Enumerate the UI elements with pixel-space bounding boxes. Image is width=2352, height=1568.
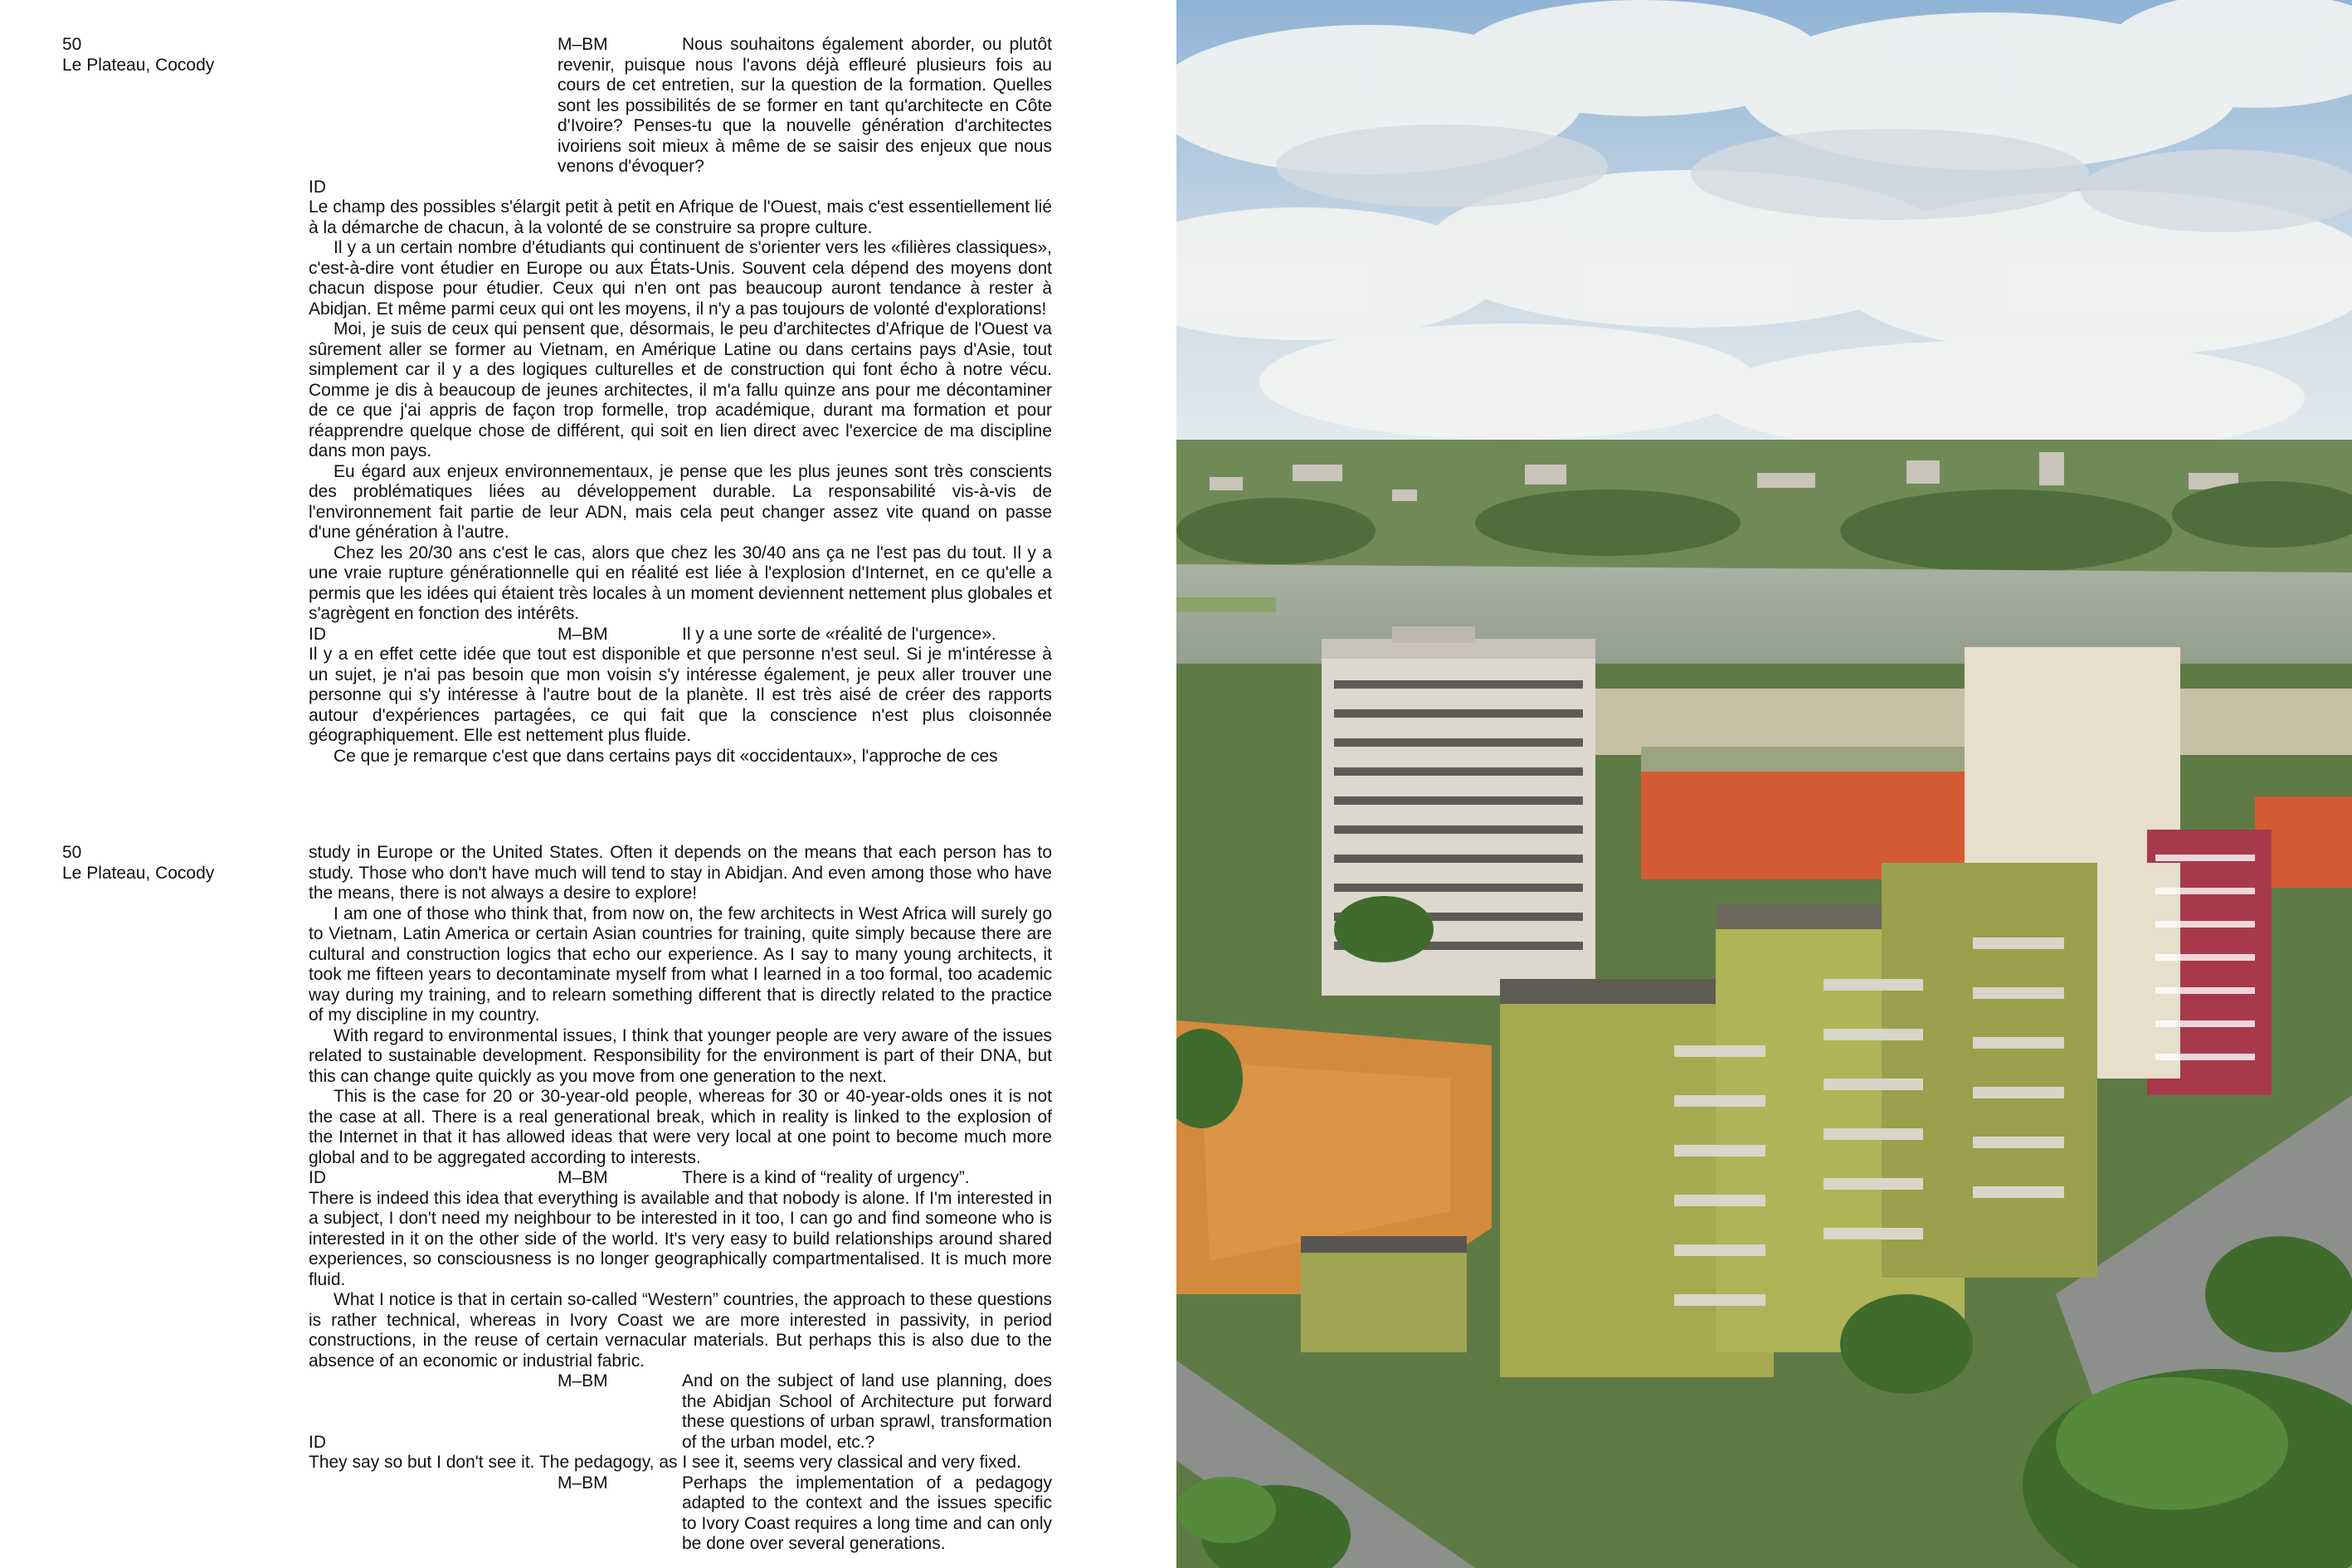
paragraph: study in Europe or the United States. Often it depends on the means that each person has to study. Those who don't have much will tend to stay in Abidjan. And even among those who have the means, there is not always a desire to explore! bbox=[309, 843, 1052, 903]
aerial-city-photo bbox=[1176, 0, 2352, 1568]
question-text: There is a kind of “reality of urgency”. bbox=[682, 1168, 970, 1187]
paragraph: There is indeed this idea that everything is available and that nobody is alone. If I'm interested in a subject, I don't need my neighbour to be interested in it too, I can go and find someone who is interested in it on the other side of the world. It's very easy to build relationships around shared experiences, so consciousness is no longer geographically compartmentalised. It is much more fluid. bbox=[309, 1188, 1052, 1289]
paragraph: With regard to environmental issues, I think that younger people are very aware of the issues related to sustainable development. Responsibility for the environment is part of their DNA, but this can change quite quickly as you move from one generation to the next. bbox=[309, 1025, 1052, 1086]
paragraph: Moi, je suis de ceux qui pensent que, désormais, le peu d'architectes d'Afrique de l'Ouest va sûrement aller se former au Vietnam, en Amérique Latine ou dans certains pays d'Asie, tout simplement car il y a des logiques culturelles et de construction qui font écho à notre vécu. Comme je dis à beaucoup de jeunes architectes, il m'a fallu quinze ans pour me décontaminer de ce que j'ai appris de façon trop formelle, trop académique, durant ma formation et pour réapprendre quelque chose de différent, qui soit en lien direct avec l'exercice de ma discipline dans mon pays. bbox=[309, 319, 1052, 460]
speaker-label: M–BM bbox=[558, 1168, 608, 1187]
paragraph: Il y a un certain nombre d'étudiants qui continuent de s'orienter vers les «filières classiques», c'est-à-dire vont étudier en Europe ou aux États-Unis. Souvent cela dépend des moyens dont chacun dispose pour étudier. Ceux qui n'en ont pas beaucoup auront tendance à rester à Abidjan. Et même parmi ceux qui ont les moyens, il n'y a pas toujours de volonté d'explorations! bbox=[309, 238, 1052, 319]
english-column bbox=[309, 843, 1052, 1555]
speaker-label: ID bbox=[309, 177, 326, 197]
question-block bbox=[309, 1371, 1052, 1453]
folio-top bbox=[62, 35, 214, 75]
speaker-label: ID bbox=[309, 1168, 326, 1187]
question-block bbox=[309, 1168, 1052, 1189]
paragraph: Le champ des possibles s'élargit petit à petit en Afrique de l'Ouest, mais c'est essentiellement lié à la démarche de chacun, à la volonté de se construire sa propre culture. bbox=[309, 197, 1052, 237]
question-text: Il y a une sorte de «réalité de l'urgence». bbox=[682, 624, 996, 644]
question-block bbox=[309, 1473, 1052, 1555]
speaker-label: M–BM bbox=[558, 35, 608, 54]
paragraph: Ce que je remarque c'est que dans certains pays dit «occidentaux», l'approche de ces bbox=[334, 746, 998, 766]
page-number: 50 bbox=[62, 843, 82, 862]
paragraph: What I notice is that in certain so-called “Western” countries, the approach to these questions is rather technical, whereas in Ivory Coast we are more interested in passivity, in period constructions, in the reuse of certain vernacular materials. But perhaps this is also due to the absence of an economic or industrial fabric. bbox=[309, 1290, 1052, 1371]
paragraph: I am one of those who think that, from now on, the few architects in West Africa will surely go to Vietnam, Latin America or certain Asian countries for training, quite simply because there are cultural and construction logics that echo our experience. As I say to many young architects, it took me fifteen years to decontaminate myself from what I learned in a too formal, too academic way during my training, and to relearn something different that is directly related to the practice of my discipline in my country. bbox=[309, 903, 1052, 1025]
speaker-label: M–BM bbox=[558, 624, 608, 644]
photo-illustration bbox=[1176, 0, 2352, 1568]
paragraph: Eu égard aux enjeux environnementaux, je pense que les plus jeunes sont très conscients des problématiques liées au développement durable. La responsabilité vis-à-vis de l'environnement fait partie de leur ADN, mais cela peut changer assez vite quand on passe d'une génération à l'autre. bbox=[309, 461, 1052, 542]
speaker-label: ID bbox=[309, 1432, 326, 1452]
running-head: Le Plateau, Cocody bbox=[62, 55, 215, 75]
question-block bbox=[309, 35, 1052, 178]
running-head: Le Plateau, Cocody bbox=[62, 863, 215, 883]
folio-bottom bbox=[62, 843, 214, 884]
question-text: And on the subject of land use planning, does the Abidjan School of Architecture put forward these questions of urban sprawl, transformation of the urban model, etc.? bbox=[682, 1371, 1052, 1452]
french-column bbox=[309, 35, 1052, 767]
question-text: Nous souhaitons également aborder, ou plutôt revenir, puisque nous l'avons déjà effleuré plusieurs fois au cours de cet entretien, sur la question de la formation. Quelles sont les possibilités de se former en tant qu'architecte en Côte d'Ivoire? Penses-tu que la nouvelle génération d'architectes ivoiriens soit mieux à même de se saisir des enjeux que nous venons d'évoquer? bbox=[558, 35, 1052, 176]
paragraph: Il y a en effet cette idée que tout est disponible et que personne n'est seul. Si je m'intéresse à un sujet, je n'ai pas besoin que mon voisin s'y intéresse également, je peux aller trouver une personne qui s'y intéresse à l'autre bout de la planète. Il est très aisé de créer des rapports autour d'expériences partagées, ce qui fait que la conscience n'est plus cloisonnée géographiquement. Elle est nettement plus fluide. bbox=[309, 645, 1052, 745]
question-block bbox=[309, 625, 1052, 645]
speaker-label: M–BM bbox=[558, 1371, 608, 1390]
speaker-label: ID bbox=[309, 624, 326, 644]
paragraph: Chez les 20/30 ans c'est le cas, alors que chez les 30/40 ans ça ne l'est pas du tout. Il y a une vraie rupture générationnelle qui en réalité est liée à l'explosion d'Internet, en ce qu'elle a permis que les idées qui étaient très locales à un moment deviennent nettement plus globales et s'agrègent en fonction des intérêts. bbox=[309, 543, 1052, 623]
speaker-label: M–BM bbox=[558, 1473, 608, 1493]
paragraph: They say so but I don't see it. The pedagogy, as I see it, seems very classical and very fixed. bbox=[309, 1453, 1021, 1472]
question-text: Perhaps the implementation of a pedagogy adapted to the context and the issues specific to Ivory Coast requires a long time and can only be done over several generations. bbox=[682, 1473, 1052, 1553]
paragraph: This is the case for 20 or 30-year-old people, whereas for 30 or 40-year-olds ones it is not the case at all. There is a real generational break, which in reality is linked to the explosion of the Internet in that it has allowed ideas that were very local at one point to become much more global and to be aggregated according to interests. bbox=[309, 1087, 1052, 1167]
page-number: 50 bbox=[62, 35, 82, 54]
